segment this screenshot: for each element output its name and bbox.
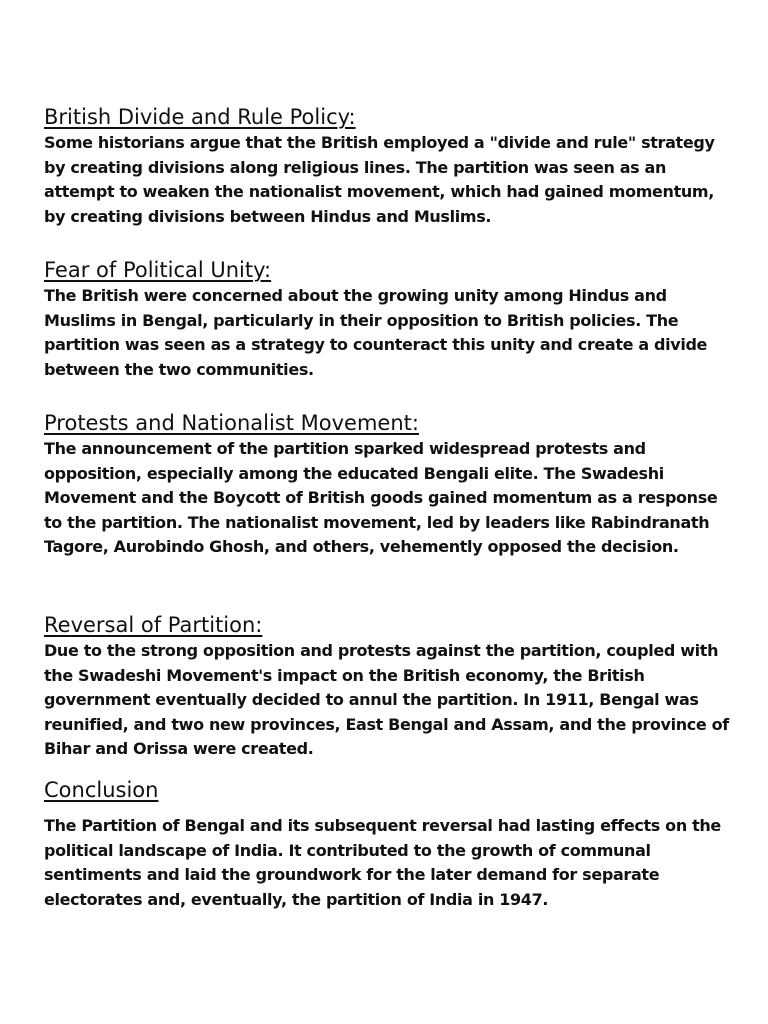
section-heading: Reversal of Partition: xyxy=(44,613,263,637)
section-heading: British Divide and Rule Policy: xyxy=(44,105,356,129)
section-protests xyxy=(44,410,734,560)
section-reversal xyxy=(44,612,734,762)
section-paragraph: Some historians argue that the British employed a "divide and rule" strategy by creating divisions along religious lines. The partition was seen as an attempt to weaken the nationalist movement, which had gained momentum, by creating divisions between Hindus and Muslims. xyxy=(44,133,715,226)
section-heading: Conclusion xyxy=(44,778,159,802)
section-divide-and-rule xyxy=(44,104,734,229)
section-conclusion xyxy=(44,777,734,912)
section-heading: Protests and Nationalist Movement: xyxy=(44,411,419,435)
section-heading: Fear of Political Unity: xyxy=(44,258,272,282)
section-political-unity xyxy=(44,257,734,382)
section-paragraph: Due to the strong opposition and protests against the partition, coupled with the Swadeshi Movement's impact on the British economy, the British government eventually decided to annul the partition. In 1911, Bengal was reunified, and two new provinces, East Bengal and Assam, and the province of Bihar and Orissa were created. xyxy=(44,641,729,758)
section-paragraph: The announcement of the partition sparked widespread protests and opposition, especially among the educated Bengali elite. The Swadeshi Movement and the Boycott of British goods gained momentum as a response to the partition. The nationalist movement, led by leaders like Rabindranath Tagore, Aurobindo Ghosh, and others, vehemently opposed the decision. xyxy=(44,439,718,556)
section-paragraph: The Partition of Bengal and its subsequent reversal had lasting effects on the political landscape of India. It contributed to the growth of communal sentiments and laid the groundwork for the later demand for separate electorates and, eventually, the partition of India in 1947. xyxy=(44,816,721,909)
section-paragraph: The British were concerned about the growing unity among Hindus and Muslims in Bengal, particularly in their opposition to British policies. The partition was seen as a strategy to counteract this unity and create a divide between the two communities. xyxy=(44,286,708,379)
